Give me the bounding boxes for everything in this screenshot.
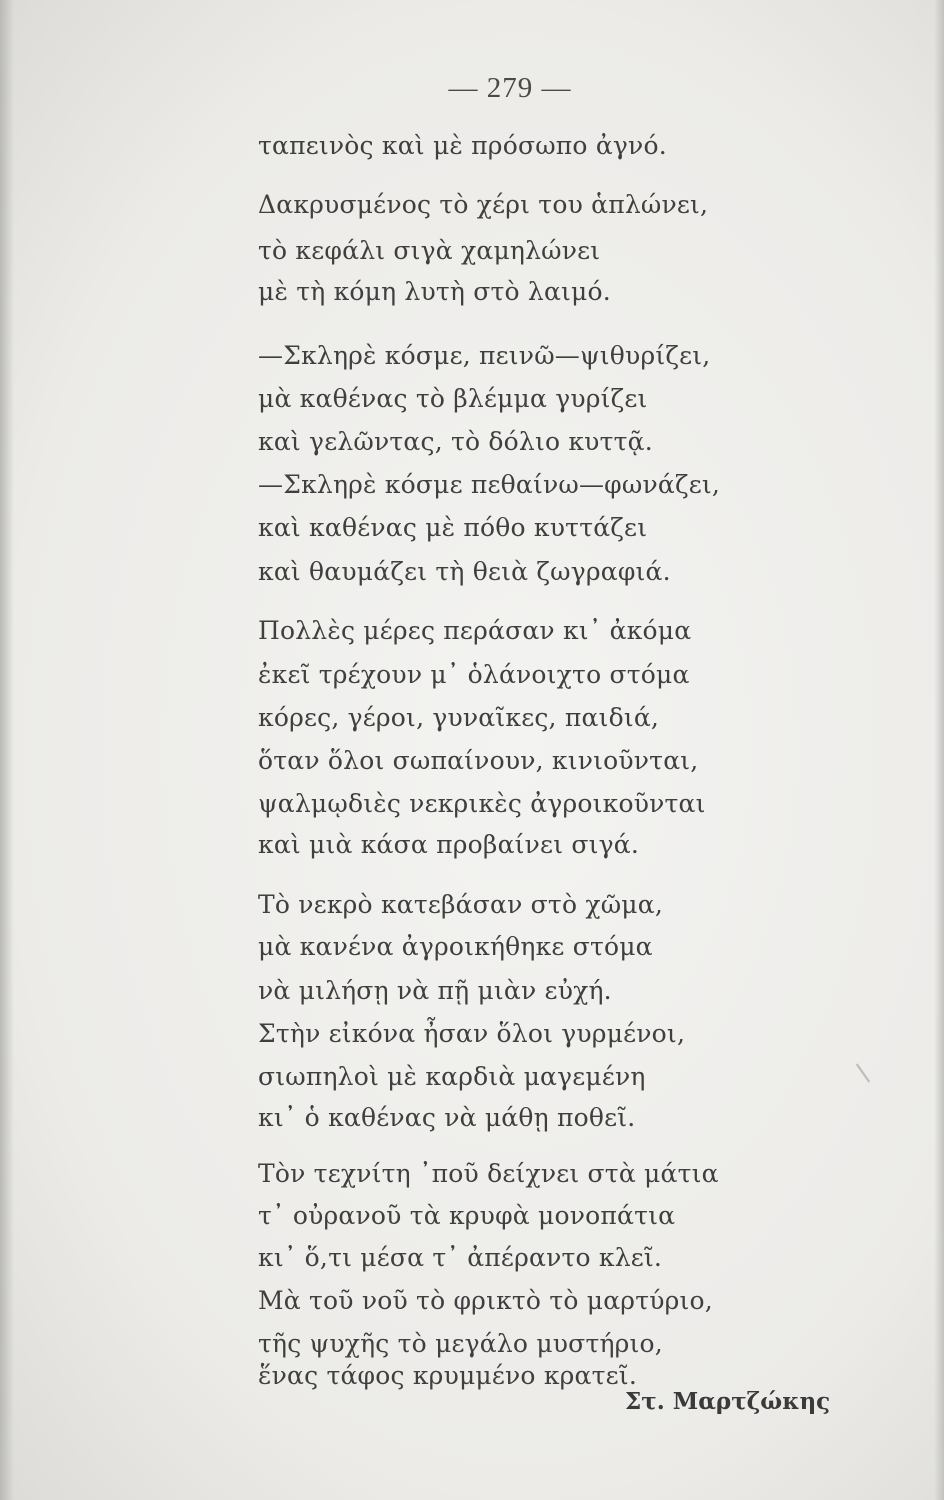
poem-line: ψαλμῳδιὲς νεκρικὲς ἀγροικοῦνται [258,789,706,818]
poem-line: Στὴν εἰκόνα ἦσαν ὅλοι γυρμένοι, [258,1019,686,1048]
poem-line: Δακρυσμένος τὸ χέρι του ἁπλώνει, [258,190,709,219]
poem-line: τ᾿ οὐρανοῦ τὰ κρυφὰ μονοπάτια [258,1201,676,1230]
poem-line: τὸ κεφάλι σιγὰ χαμηλώνει [258,236,601,265]
poem-line: μὰ καθένας τὸ βλέμμα γυρίζει [258,384,648,413]
poem-line: ἕνας τάφος κρυμμένο κρατεῖ. [258,1361,637,1390]
poem-line: καὶ μιὰ κάσα προβαίνει σιγά. [258,830,639,859]
poem-line: κι᾿ ὅ,τι μέσα τ᾿ ἀπέραντο κλεῖ. [258,1243,663,1272]
poem-line: Τὸν τεχνίτη ᾿ποῦ δείχνει στὰ μάτια [258,1159,719,1188]
page-edge-shadow-left [0,0,14,1500]
poem-line: καὶ γελῶντας, τὸ δόλιο κυττᾷ. [258,427,653,456]
paper-mark [856,1063,870,1082]
poem-line: τῆς ψυχῆς τὸ μεγάλο μυστήριο, [258,1329,663,1358]
poem-line: Μὰ τοῦ νοῦ τὸ φρικτὸ τὸ μαρτύριο, [258,1286,713,1315]
poem-line: ταπεινὸς καὶ μὲ πρόσωπο ἀγνό. [258,131,667,160]
poem-line: Πολλὲς μέρες περάσαν κι᾿ ἀκόμα [258,616,692,645]
poem-line: κι᾿ ὁ καθένας νὰ μάθῃ ποθεῖ. [258,1103,636,1132]
poem-line: ὅταν ὅλοι σωπαίνουν, κινιοῦνται, [258,746,699,775]
page-number: — 279 — [448,72,572,104]
page-edge-shadow-right [934,0,944,1500]
poem-line: καὶ καθένας μὲ πόθο κυττάζει [258,513,648,542]
poem-line: μὰ κανένα ἀγροικήθηκε στόμα [258,932,653,961]
author-signature: Στ. Μαρτζώκης [625,1388,831,1415]
poem-line: σιωπηλοὶ μὲ καρδιὰ μαγεμένη [258,1062,646,1091]
poem-line: καὶ θαυμάζει τὴ θειὰ ζωγραφιά. [258,557,671,586]
poem-line: Τὸ νεκρὸ κατεβάσαν στὸ χῶμα, [258,890,663,919]
poem-line: —Σκληρὲ κόσμε πεθαίνω—φωνάζει, [258,470,720,499]
poem-line: μὲ τὴ κόμη λυτὴ στὸ λαιμό. [258,277,611,306]
poem-line: κόρες, γέροι, γυναῖκες, παιδιά, [258,703,660,732]
poem-line: —Σκληρὲ κόσμε, πεινῶ—ψιθυρίζει, [258,341,711,370]
poem-line: νὰ μιλήσῃ νὰ πῇ μιὰν εὐχή. [258,976,612,1005]
poem-line: ἐκεῖ τρέχουν μ᾿ ὁλάνοιχτο στόμα [258,660,690,689]
